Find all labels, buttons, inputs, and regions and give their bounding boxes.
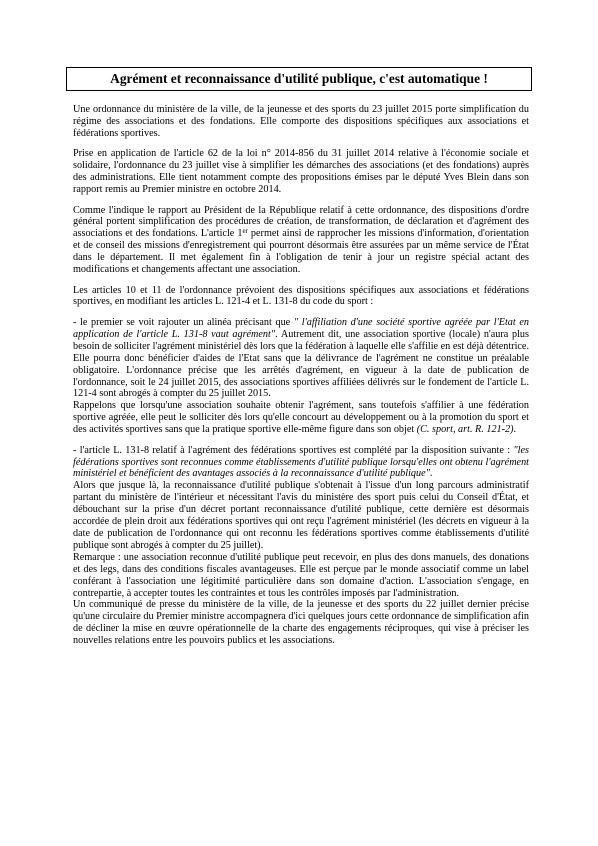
legal-quote: " l'affiliation d'une société sportive agréée par l'Etat en application de l'article L. 131-8 vaut agrément": [73, 316, 529, 340]
title-box: [66, 67, 532, 91]
superscript: er: [242, 227, 248, 236]
paragraph-article-l131-8: [73, 445, 529, 481]
paragraph-text: . Autrement dit, une association sportive (locale) n'aura plus besoin de solliciter l'agrément ministériel dès lors que la fédération à laquelle elle s'affilie en est déjà détentrice. Elle pourra donc bénéficier d'aides de l'Etat sans que la délivrance de l'agrément ne constitue un préalable obligatoire. L'ordonnance précise que les arrêtés d'agrément, en vigueur à la date de publication de l'ordonnance, soit le 24 juillet 2015, des associations sportives affiliées délivrés sur le fondement de l'article L. 121-4 sont abrogés à compter du 25 juillet 2015.: [73, 328, 529, 400]
paragraph-intro: Une ordonnance du ministère de la ville, de la jeunesse et des sports du 23 juillet 2015 porte simplification du régime des associations et des fondations. Elle comporte des dispositions spécifiques aux associations et fédérations sportives.: [73, 104, 529, 139]
paragraph-law-context: Prise en application de l'article 62 de la loi n° 2014-856 du 31 juillet 2014 relative à l'économie sociale et solidaire, l'ordonnance du 23 juillet vise à simplifier les démarches des associations (et des fondations) auprès des administrations. Elle tient notamment compte des propositions émises par le député Yves Blein dans son rapport remis au Premier ministre en octobre 2014.: [73, 148, 529, 196]
paragraph-text: Comme l'indique le rapport au Président de la République relatif à cette ordonnance, des dispositions d'ordre général portent simplification des procédures de création, de transformation, de déclaration et d'agrément des associations et des fondations. L'article 1: [73, 204, 529, 240]
paragraph-press-release: Un communiqué de presse du ministère de la ville, de la jeunesse et des sports du 22 juillet dernier précise qu'une circulaire du Premier ministre accompagnera d'ici quelques jours cette ordonnance de simplification afin de décliner la mise en œuvre opérationnelle de la charte des engagements réciproques, qui vise à préciser les nouvelles relations entre les pouvoirs publics et les associations.: [73, 599, 529, 647]
paragraph-remark: Remarque : une association reconnue d'utilité publique peut recevoir, en plus des dons manuels, des donations et des legs, dans des conditions fiscales avantageuses. Elle est perçue par le monde associatif comme un label conférant à l'association une légitimité particulière dans son domaine d'action. L'association s'engage, en contrepartie, à accepter toutes les contraintes et tous les contrôles imposés par l'administration.: [73, 551, 529, 599]
paragraph-general-provisions: [73, 205, 529, 276]
legal-citation: (C. sport, art. R. 121-2): [416, 424, 514, 436]
paragraph-public-utility: Alors que jusque là, la reconnaissance d'utilité publique s'obtenait à l'issue d'un long parcours administratif partant du ministère de l'intérieur et nécessitant l'avis du ministère des sport puis celui du Conseil d'État, et débouchant sur la prise d'un décret portant reconnaissance d'utilité publique, cette dernière est désormais accordée de plein droit aux fédérations sportives qui ont reçu l'agrément ministériel (les décrets en vigueur à la date de publication de l'ordonnance qui ont reconnu les fédérations sportives comme établissements d'utilité publique sont abrogés à compter du 25 juillet).: [73, 480, 529, 551]
paragraph-text: .: [429, 468, 433, 480]
paragraph-articles-10-11: Les articles 10 et 11 de l'ordonnance prévoient des dispositions spécifiques aux associations et fédérations sportives, en modifiant les articles L. 121-4 et L. 131-8 du code du sport :: [73, 284, 529, 308]
paragraph-text: permet ainsi de rapprocher les missions d'information, d'orientation et de conseil des missions d'enregistrement qui pourront désormais être assurées par un même service de l'État dans le département. Il met également fin à l'obligation de tenir à jour un registre spécial actant des modifications et changements affectant une association.: [73, 228, 529, 276]
paragraph-text: - l'article L. 131-8 relatif à l'agrément des fédérations sportives est complété par la disposition suivante :: [73, 444, 514, 456]
paragraph-text: .: [513, 424, 517, 436]
legal-quote: "les fédérations sportives sont reconnues comme établissements d'utilité publique lorsqu'elles ont obtenu l'agrément ministériel et bénéficient des avantages associés à la reconnaissance d'utilité publique": [73, 444, 529, 480]
paragraph-text: - le premier se voit rajouter un alinéa précisant que: [73, 316, 294, 328]
paragraph-article-l121-4: [73, 317, 529, 400]
paragraph-reminder-agrement: [73, 400, 529, 436]
document-body: [73, 104, 529, 647]
page-title: Agrément et reconnaissance d'utilité publique, c'est automatique !: [110, 71, 488, 87]
paragraph-text: Rappelons que lorsqu'une association souhaite obtenir l'agrément, sans toutefois s'affilier à une fédération sportive agréée, elle peut le solliciter dès lors qu'elle concourt au développement ou à la promotion du sport et des activités sportives sans que la pratique sportive elle-même figure dans son objet: [73, 400, 529, 436]
